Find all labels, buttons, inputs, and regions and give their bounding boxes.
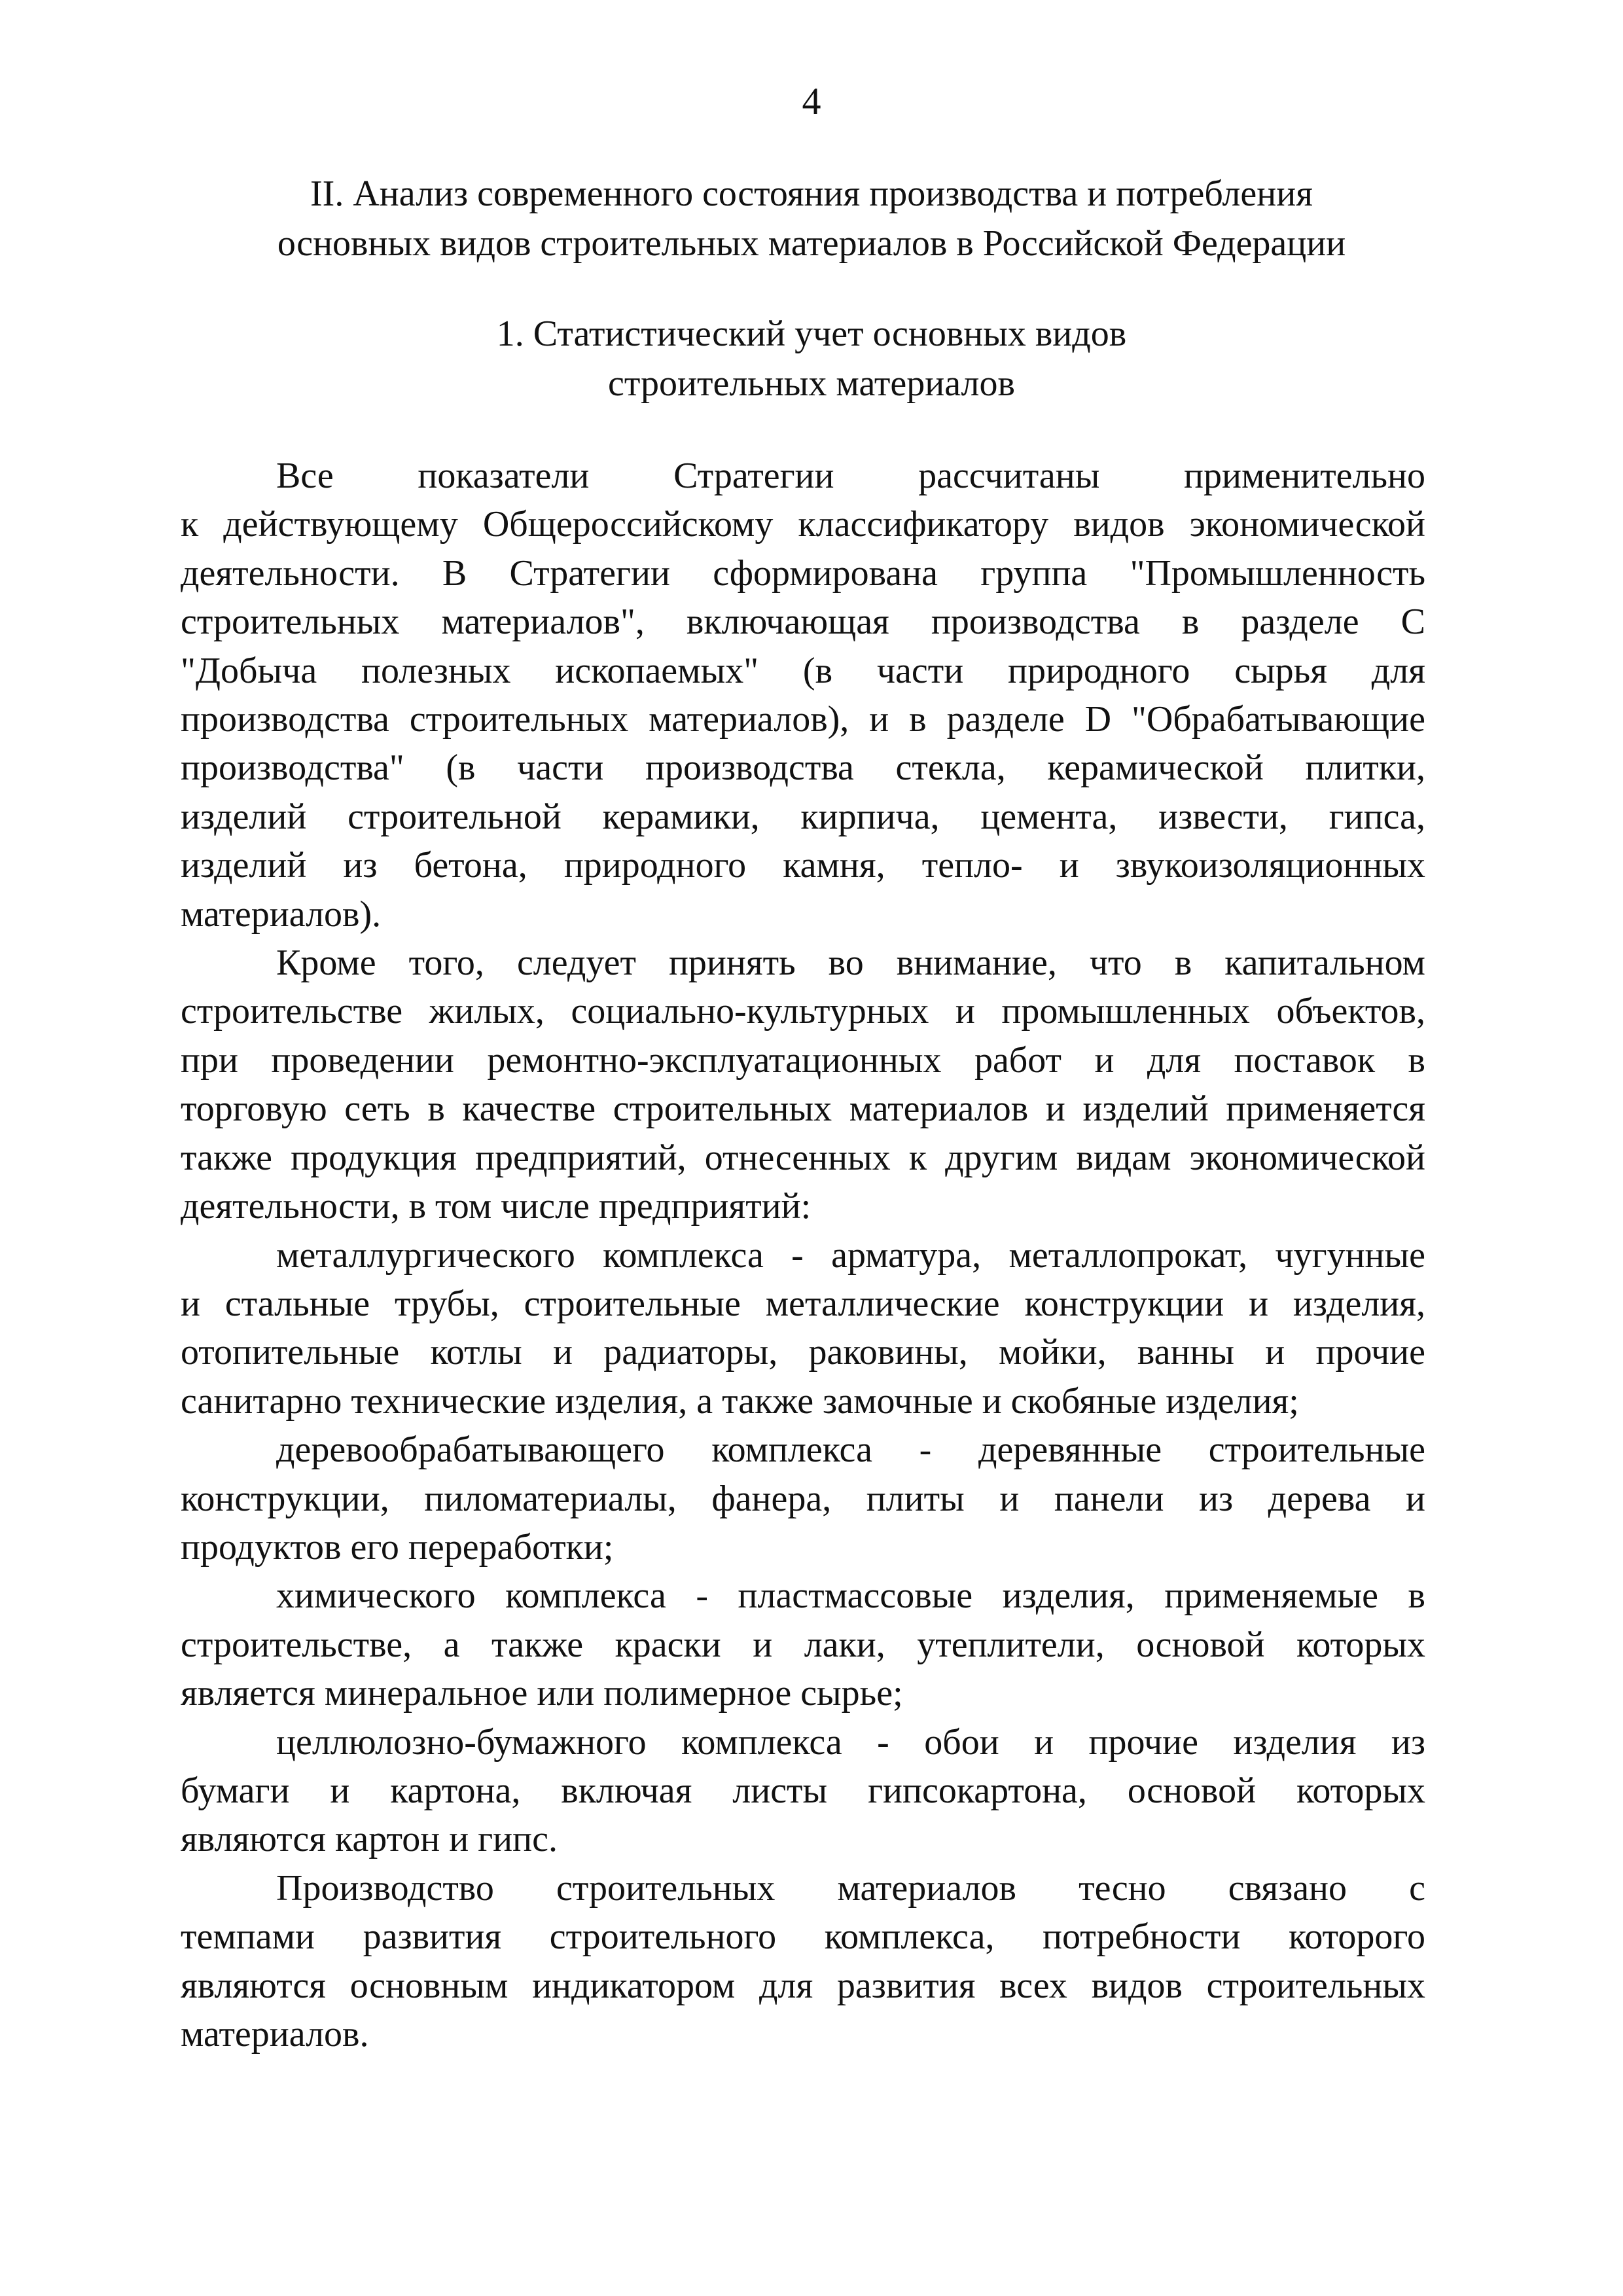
- text-line: изделий строительной керамики, кирпича, цемента, извести, гипса,: [181, 796, 1425, 837]
- text-line: являются основным индикатором для развития всех видов строительных: [181, 1965, 1425, 2006]
- text-line: являются картон и гипс.: [181, 1819, 558, 1860]
- paragraph-woodworking: [181, 1426, 1425, 1571]
- text-line: деятельности. В Стратегии сформирована группа "Промышленность: [181, 552, 1425, 594]
- text-line: санитарно технические изделия, а также замочные и скобяные изделия;: [181, 1380, 1299, 1422]
- text-line: деятельности, в том числе предприятий:: [181, 1186, 812, 1227]
- subsection-title-line: 1. Статистический учет основных видов: [496, 314, 1127, 354]
- page-number: 4: [802, 80, 821, 122]
- text-line: изделий из бетона, природного камня, тепло- и звукоизоляционных: [181, 845, 1425, 886]
- body-text: [181, 452, 1425, 2058]
- subsection-title-line: строительных материалов: [608, 363, 1015, 404]
- text-line: конструкции, пиломатериалы, фанера, плиты и панели из дерева и: [181, 1478, 1425, 1519]
- paragraph-other-industries: [181, 939, 1425, 1230]
- text-line: также продукция предприятий, отнесенных к другим видам экономической: [181, 1137, 1425, 1178]
- subsection-title: [183, 309, 1440, 408]
- text-line: "Добыча полезных ископаемых" (в части природного сырья для: [181, 650, 1425, 691]
- text-line: Кроме того, следует принять во внимание, что в капитальном: [276, 942, 1425, 984]
- paragraph-chemical: [181, 1571, 1425, 1717]
- text-line: целлюлозно-бумажного комплекса - обои и прочие изделия из: [276, 1721, 1425, 1763]
- text-line: торговую сеть в качестве строительных материалов и изделий применяется: [181, 1088, 1425, 1130]
- text-line: строительстве, а также краски и лаки, утеплители, основой которых: [181, 1624, 1425, 1665]
- text-line: при проведении ремонтно-эксплуатационных работ и для поставок в: [181, 1039, 1425, 1081]
- paragraph-pulp-paper: [181, 1718, 1425, 1864]
- text-line: химического комплекса - пластмассовые изделия, применяемые в: [276, 1575, 1425, 1617]
- text-line: темпами развития строительного комплекса, потребности которого: [181, 1916, 1425, 1958]
- section-title-line: основных видов строительных материалов в Российской Федерации: [277, 223, 1346, 264]
- text-line: металлургического комплекса - арматура, металлопрокат, чугунные: [276, 1234, 1425, 1276]
- paragraph-production-link: [181, 1864, 1425, 2059]
- text-line: строительных материалов", включающая производства в разделе C: [181, 601, 1425, 643]
- text-line: Все показатели Стратегии рассчитаны применительно: [276, 456, 1425, 496]
- text-line: строительстве жилых, социально-культурных и промышленных объектов,: [181, 991, 1425, 1032]
- section-title: [183, 169, 1440, 268]
- section-title-line: II. Анализ современного состояния производства и потребления: [310, 173, 1313, 214]
- paragraph-indicators: [181, 452, 1425, 939]
- text-line: материалов).: [181, 893, 382, 935]
- text-line: материалов.: [181, 2014, 369, 2054]
- text-line: бумаги и картона, включая листы гипсокартона, основой которых: [181, 1770, 1425, 1811]
- text-line: отопительные котлы и радиаторы, раковины, мойки, ванны и прочие: [181, 1332, 1425, 1373]
- text-line: Производство строительных материалов тесно связано с: [276, 1867, 1425, 1909]
- text-line: и стальные трубы, строительные металлические конструкции и изделия,: [181, 1283, 1425, 1324]
- text-line: продуктов его переработки;: [181, 1526, 614, 1568]
- text-line: деревообрабатывающего комплекса - деревянные строительные: [276, 1429, 1425, 1471]
- text-line: к действующему Общероссийскому классификатору видов экономической: [181, 504, 1425, 545]
- paragraph-metallurgy: [181, 1231, 1425, 1426]
- text-line: производства строительных материалов), и в разделе D "Обрабатывающие: [181, 699, 1425, 740]
- text-line: производства" (в части производства стекла, керамической плитки,: [181, 747, 1425, 789]
- text-line: является минеральное или полимерное сырье;: [181, 1673, 903, 1714]
